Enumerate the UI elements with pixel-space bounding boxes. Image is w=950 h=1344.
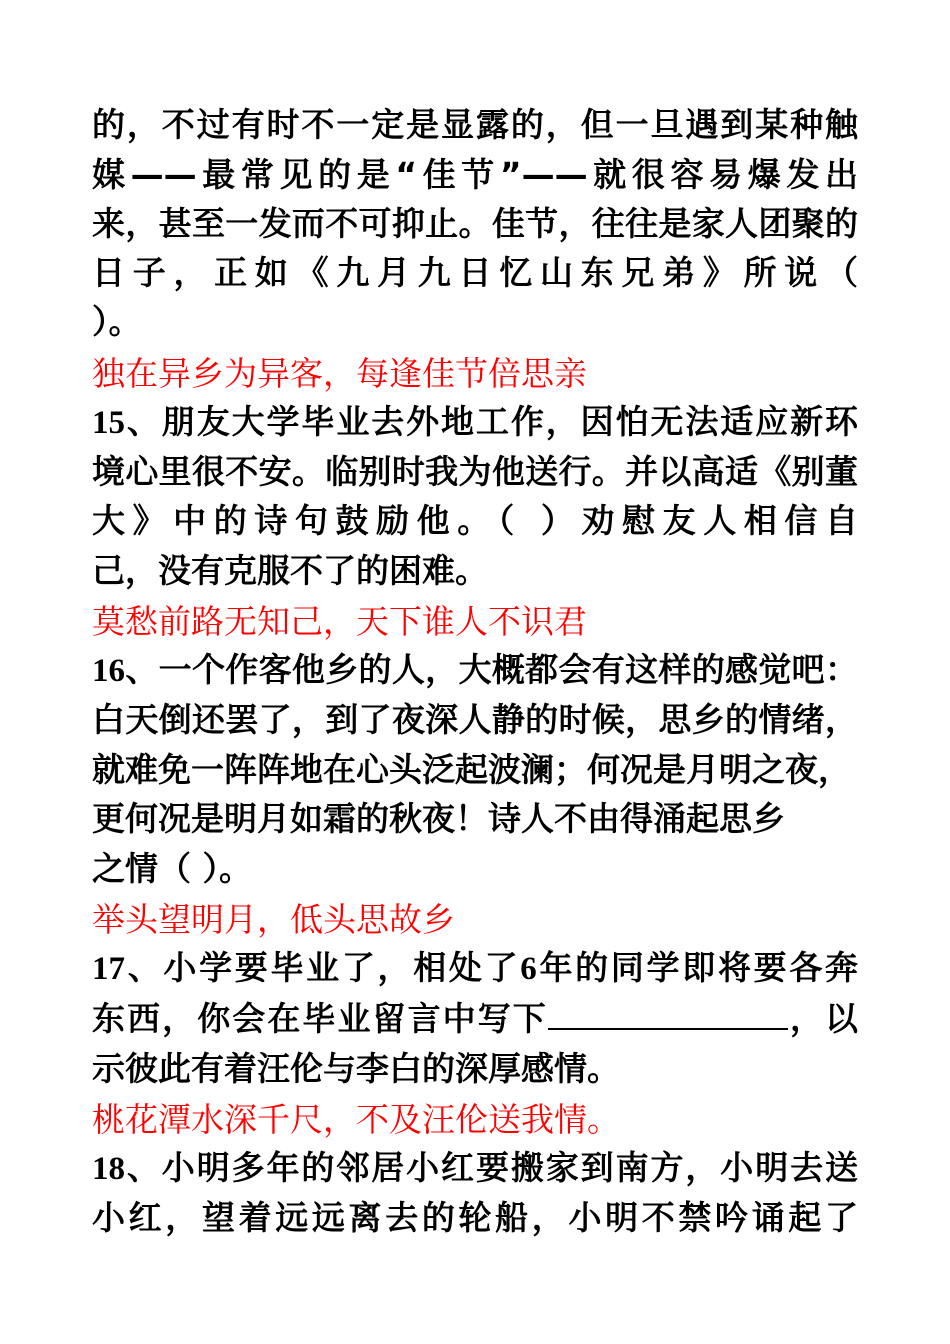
question-16-line: 之情（ ）。 <box>92 849 252 888</box>
question-17-line <box>92 944 858 992</box>
question-number: 17 <box>92 951 125 987</box>
question-18-line <box>92 1144 858 1192</box>
question-15-line: 己，没有克服不了的困难。 <box>92 551 488 590</box>
paragraph-line: 来，甚至一发而不可抑止。佳节，往往是家人团聚的 <box>92 204 858 243</box>
question-number: 16 <box>92 653 125 689</box>
question-text: 年的同学即将要各奔 <box>536 948 858 987</box>
paragraph-line: 的，不过有时不一定是显露的，但一旦遇到某种触 <box>92 105 858 144</box>
question-15-line: 大》中的诗句鼓励他。（ ）劝慰友人相信自 <box>92 501 858 540</box>
answer-line: 莫愁前路无知己，天下谁人不识君 <box>92 602 587 641</box>
question-text: ，以 <box>787 999 858 1038</box>
fill-in-blank[interactable] <box>548 998 788 1030</box>
question-text: 、小学要毕业了，相处了 <box>125 948 521 987</box>
question-number: 15 <box>92 405 125 441</box>
paragraph-line: 日子，正如《九月九日忆山东兄弟》所说（ <box>92 253 858 292</box>
inline-number: 6 <box>520 951 537 987</box>
question-16-line: 就难免一阵阵地在心头泛起波澜；何况是月明之夜， <box>92 750 851 789</box>
question-text: 、朋友大学毕业去外地工作，因怕无法适应新环 <box>125 402 858 441</box>
paragraph-line: 媒——最常见的是“佳节”——就很容易爆发出 <box>92 155 858 194</box>
question-16-line: 更何况是明月如霜的秋夜！诗人不由得涌起思乡 <box>92 799 785 838</box>
paragraph-line: ）。 <box>92 302 142 341</box>
answer-line: 桃花潭水深千尺，不及汪伦送我情。 <box>92 1100 620 1139</box>
question-text: 、一个作客他乡的人，大概都会有这样的感觉吧： <box>125 650 858 689</box>
answer-line: 独在异乡为异客，每逢佳节倍思亲 <box>92 354 587 393</box>
question-16-line <box>92 646 858 694</box>
question-15-line: 境心里很不安。临别时我为他送行。并以高适《别董 <box>92 452 858 491</box>
question-17-line: 示彼此有着汪伦与李白的深厚感情。 <box>92 1049 620 1088</box>
question-18-line: 小红，望着远远离去的轮船，小明不禁吟诵起了 <box>92 1198 858 1237</box>
question-text: 东西，你会在毕业留言中写下 <box>92 999 548 1038</box>
question-16-line: 白天倒还罢了，到了夜深人静的时候，思乡的情绪， <box>92 700 858 739</box>
question-17-line <box>92 995 858 1043</box>
question-number: 18 <box>92 1151 125 1187</box>
question-15-line <box>92 398 858 446</box>
question-text: 、小明多年的邻居小红要搬家到南方，小明去送 <box>125 1148 858 1187</box>
answer-line: 举头望明月，低头思故乡 <box>92 900 455 939</box>
